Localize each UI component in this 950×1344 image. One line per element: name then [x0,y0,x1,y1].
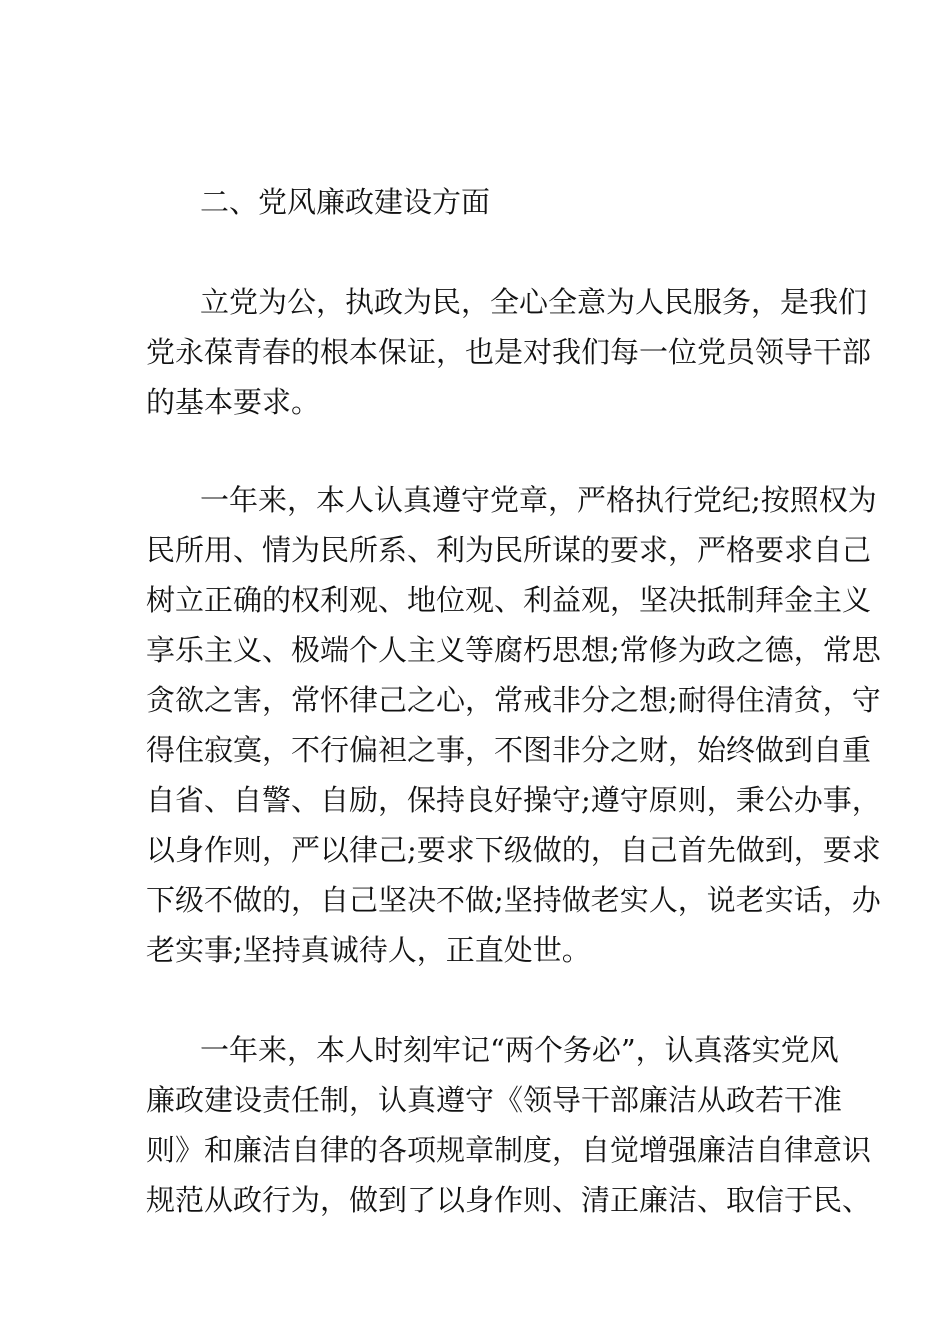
paragraph-line: 民所用、情为民所系、利为民所谋的要求，严格要求自己 [146,533,872,567]
paragraph-line: 党永葆青春的根本保证，也是对我们每一位党员领导干部 [146,335,872,369]
paragraph-line: 以身作则，严以律己;要求下级做的，自己首先做到，要求 [146,833,881,867]
paragraph-line: 的基本要求。 [146,385,321,419]
paragraph-line: 得住寂寞，不行偏袒之事，不图非分之财，始终做到自重 [146,733,872,767]
paragraph-line: 树立正确的权利观、地位观、利益观，坚决抵制拜金主义 [146,583,872,617]
paragraph-line: 立党为公，执政为民，全心全意为人民服务，是我们 [200,285,868,319]
paragraph-line: 下级不做的，自己坚决不做;坚持做老实人，说老实话，办 [146,883,881,917]
paragraph-line: 自省、自警、自励，保持良好操守;遵守原则，秉公办事， [146,783,881,817]
paragraph-line: 贪欲之害，常怀律己之心，常戒非分之想;耐得住清贫，守 [146,683,881,717]
paragraph-line: 享乐主义、极端个人主义等腐朽思想;常修为政之德，常思 [146,633,881,667]
section-heading: 二、党风廉政建设方面 [200,185,491,219]
paragraph-line: 则》和廉洁自律的各项规章制度，自觉增强廉洁自律意识 [146,1133,872,1167]
paragraph-line: 规范从政行为，做到了以身作则、清正廉洁、取信于民、 [146,1183,872,1217]
paragraph-line: 廉政建设责任制，认真遵守《领导干部廉洁从政若干准 [146,1083,843,1117]
paragraph-line: 一年来，本人时刻牢记“两个务必”，认真落实党风 [200,1033,839,1067]
paragraph-line: 一年来，本人认真遵守党章，严格执行党纪;按照权为 [200,483,877,517]
paragraph-line: 老实事;坚持真诚待人，正直处世。 [146,933,591,967]
